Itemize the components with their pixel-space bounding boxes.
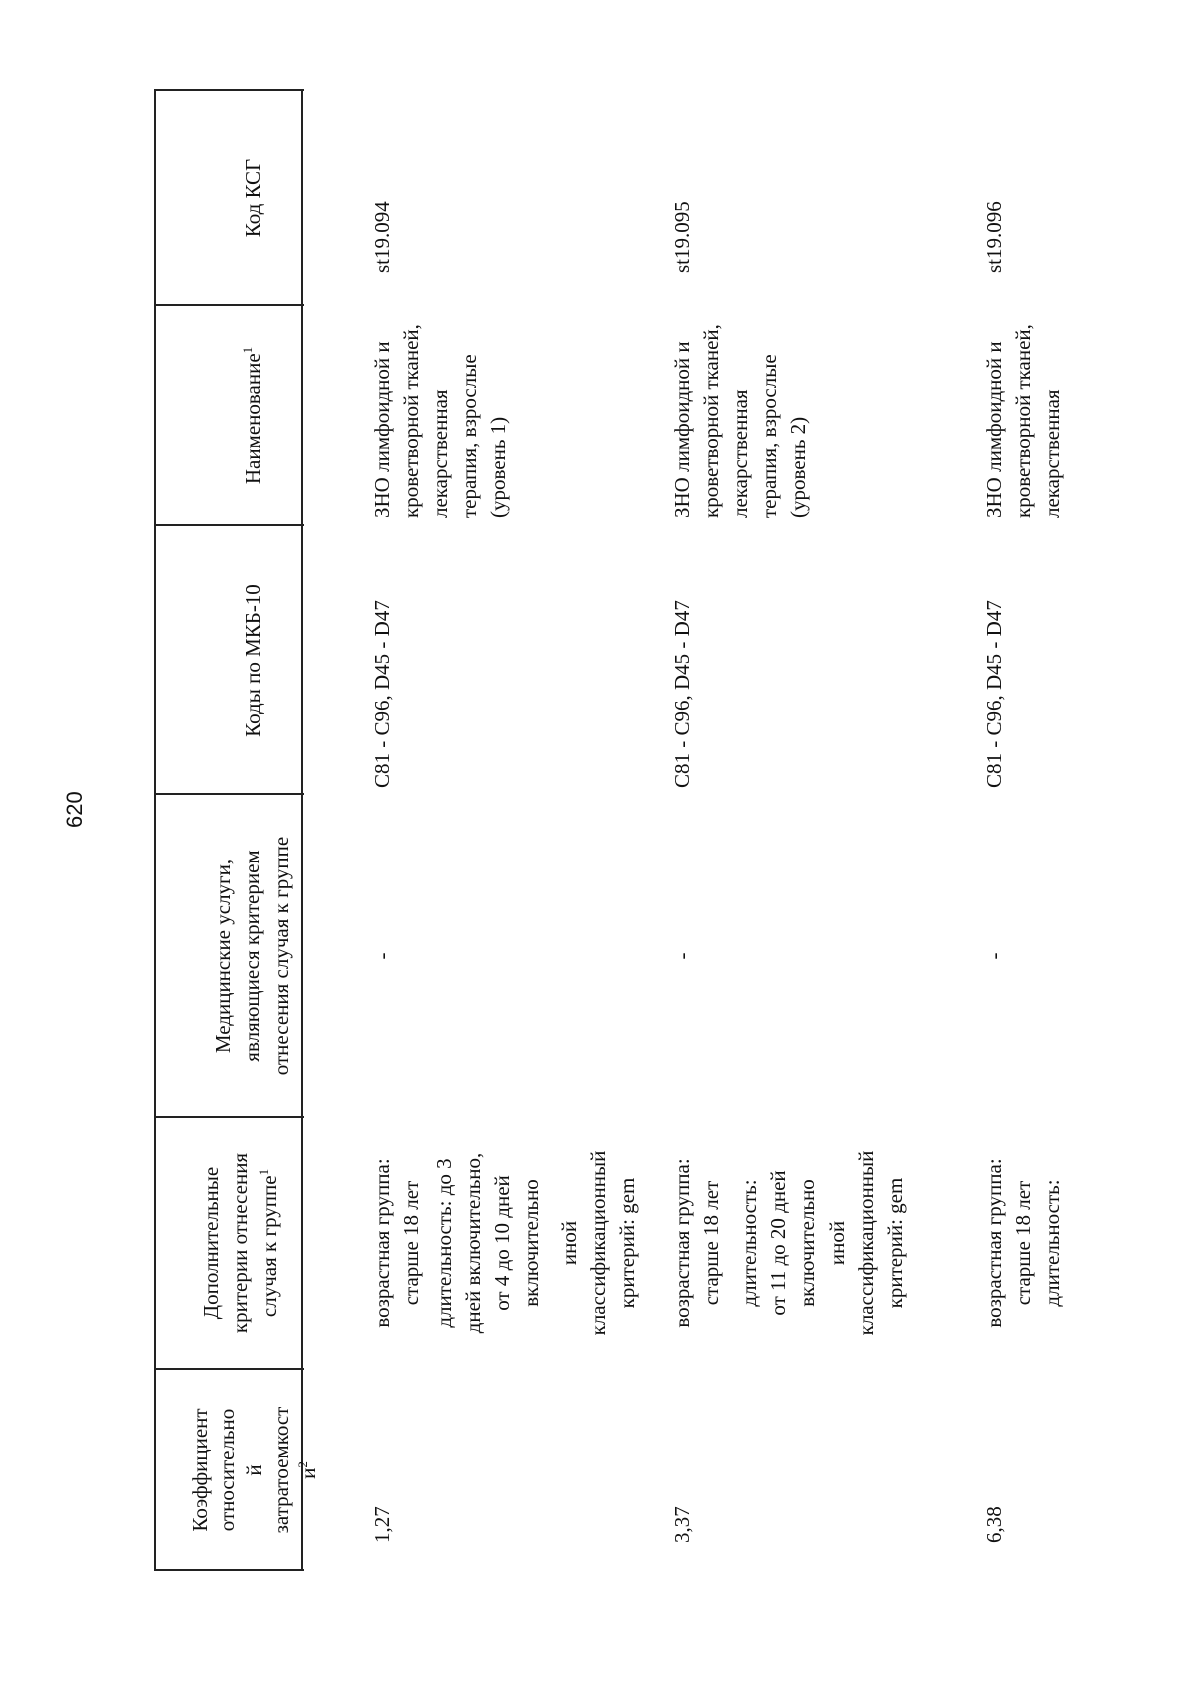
row-mkb: C81 - C96, D45 - D47 <box>370 600 394 788</box>
column-divider <box>154 793 304 795</box>
table-end-cap <box>154 1569 304 1571</box>
column-divider <box>154 1368 304 1370</box>
header-cell-code: Код КСГ <box>241 158 265 238</box>
row-mkb: C81 - C96, D45 - D47 <box>670 600 694 788</box>
row-coefficient: 1,27 <box>370 1506 394 1543</box>
column-divider <box>154 89 304 91</box>
row-coefficient: 6,38 <box>982 1506 1006 1543</box>
header-cell-services: Медицинские услуги, являющиеся критерием отнесения случая к группе <box>211 836 293 1076</box>
row-criteria-age: возрастная группа: старше 18 лет <box>670 1158 723 1328</box>
column-divider <box>154 304 304 306</box>
row-name: ЗНО лимфоидной и кроветворной тканей, лекарственная <box>982 324 1064 518</box>
page-number: 620 <box>62 791 87 828</box>
row-code: st19.095 <box>670 201 694 273</box>
row-criteria-duration: длительность: до 3 дней включительно, от 4 до 10 дней включительно <box>432 1152 543 1334</box>
row-name: ЗНО лимфоидной и кроветворной тканей, лекарственная терапия, взрослые (уровень 1) <box>370 324 510 518</box>
row-services: - <box>982 952 1006 960</box>
row-name: ЗНО лимфоидной и кроветворной тканей, лекарственная терапия, взрослые (уровень 2) <box>670 324 810 518</box>
row-criteria-duration: длительность: <box>1040 1179 1064 1307</box>
row-coefficient: 3,37 <box>670 1506 694 1543</box>
header-cell-criteria: Дополнительные критерии отнесения случая к группе$^1$ <box>199 1152 281 1334</box>
column-divider <box>154 1116 304 1118</box>
header-cell-mkb: Коды по МКБ-10 <box>241 584 265 737</box>
row-code: st19.094 <box>370 201 394 273</box>
row-criteria-other: иной классификационный критерий: gem <box>557 1150 639 1336</box>
header-cell-coefficient: Коэффициент относительно й затратоемкост $и^2$ <box>188 1406 320 1534</box>
row-services: - <box>370 952 394 960</box>
header-cell-name: Наименование$^1$ <box>240 346 265 485</box>
row-criteria-age: возрастная группа: старше 18 лет <box>370 1158 423 1328</box>
table-header-rule <box>301 91 303 1571</box>
row-criteria-duration: длительность: от 11 до 20 дней включительно <box>737 1170 819 1316</box>
row-criteria-age: возрастная группа: старше 18 лет <box>982 1158 1035 1328</box>
row-criteria-other: иной классификационный критерий: gem <box>825 1150 907 1336</box>
row-mkb: C81 - C96, D45 - D47 <box>982 600 1006 788</box>
row-services: - <box>670 952 694 960</box>
column-divider <box>154 524 304 526</box>
row-code: st19.096 <box>982 201 1006 273</box>
table-top-rule <box>154 91 156 1571</box>
